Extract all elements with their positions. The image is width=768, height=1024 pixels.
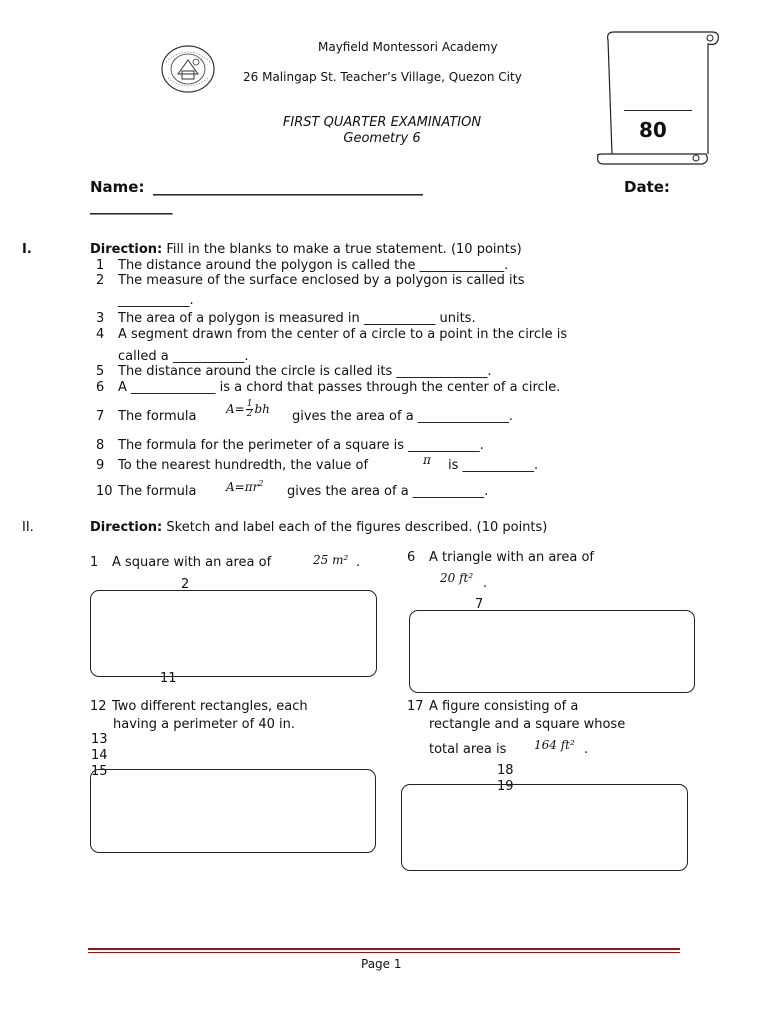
score-total: 80 xyxy=(639,118,667,142)
part1-item-9-rest: is ___________. xyxy=(448,458,539,473)
part2-q12-line2: having a perimeter of 40 in. xyxy=(113,717,295,732)
q12-marker-15: 15 xyxy=(91,764,108,779)
part1-item-6: 6 A _____________ is a chord that passes through the center of a circle. xyxy=(96,380,561,395)
q17-period: . xyxy=(584,742,589,757)
q6-marker: 7 xyxy=(475,597,484,612)
part1-item-2-cont: ___________. xyxy=(118,293,194,308)
part2-q1: 1 A square with an area of xyxy=(90,555,272,570)
part1-item-1: 1 The distance around the polygon is called the _____________. xyxy=(96,258,509,273)
part2-q17-line2: rectangle and a square whose xyxy=(429,717,626,732)
score-scroll xyxy=(594,28,722,168)
part2-direction xyxy=(90,520,547,535)
q1-area-value: 25 m² xyxy=(313,553,349,567)
part2-direction-label: Direction: xyxy=(90,520,163,535)
name-blank[interactable]: ____________________________________ xyxy=(153,178,423,196)
q6-period: . xyxy=(483,576,488,591)
name-label: Name: xyxy=(90,178,145,196)
part2-direction-text: Sketch and label each of the figures described. (10 points) xyxy=(162,520,548,535)
date-label: Date: xyxy=(624,178,670,196)
part1-item-9: 9 To the nearest hundredth, the value of xyxy=(96,458,369,473)
formula-triangle-area: A= $\frac{1}{2}$ bh xyxy=(226,399,270,419)
q17-area-value: 164 ft² xyxy=(534,738,575,752)
exam-subject: Geometry 6 xyxy=(343,131,421,146)
page-number: Page 1 xyxy=(361,957,402,971)
q12-marker-14: 14 xyxy=(91,748,108,763)
part2-q17-line3: total area is xyxy=(429,742,507,757)
exam-title: FIRST QUARTER EXAMINATION xyxy=(282,115,482,130)
pi-symbol: π xyxy=(423,453,431,467)
part2-q6: 6 A triangle with an area of xyxy=(407,550,594,565)
formula-circle-area: $A=\pi r^2$ xyxy=(226,479,264,494)
q17-sketch-box[interactable] xyxy=(401,784,688,871)
part1-item-10: 10 The formula xyxy=(96,484,197,499)
q1-period: . xyxy=(356,555,361,570)
part1-item-10-rest: gives the area of a ___________. xyxy=(287,484,489,499)
part1-item-4: 4 A segment drawn from the center of a circle to a point in the circle is xyxy=(96,327,568,342)
part1-direction-text: Fill in the blanks to make a true statement. (10 points) xyxy=(162,242,522,257)
footer-rule-top xyxy=(88,948,680,950)
q6-area-value: 20 ft² xyxy=(440,571,474,585)
part2-q12: 12 Two different rectangles, each xyxy=(90,699,308,714)
q12-marker-13: 13 xyxy=(91,732,108,747)
part1-numeral: I. xyxy=(22,242,32,257)
date-blank[interactable]: ___________ xyxy=(90,197,173,215)
footer-rule-bottom xyxy=(88,952,680,953)
part2-numeral: II. xyxy=(22,520,34,535)
part1-item-8: 8 The formula for the perimeter of a square is ___________. xyxy=(96,438,484,453)
score-blank-line xyxy=(624,110,692,111)
q1-marker-bottom: 11 xyxy=(160,671,177,686)
school-name: Mayfield Montessori Academy xyxy=(318,40,498,54)
q6-sketch-box[interactable] xyxy=(409,610,695,693)
part1-item-7: 7 The formula xyxy=(96,409,197,424)
school-seal-logo xyxy=(160,44,216,94)
part1-item-2: 2 The measure of the surface enclosed by a polygon is called its xyxy=(96,273,525,288)
part2-q17: 17 A figure consisting of a xyxy=(407,699,579,714)
school-address: 26 Malingap St. Teacher’s Village, Quezon City xyxy=(243,70,522,84)
q17-marker-19: 19 xyxy=(497,779,514,794)
part1-item-7-rest: gives the area of a ______________. xyxy=(292,409,513,424)
part1-direction-label: Direction: xyxy=(90,242,163,257)
part1-item-4-cont: called a ___________. xyxy=(118,349,249,364)
part1-direction xyxy=(90,242,522,257)
q12-sketch-box[interactable] xyxy=(90,769,376,853)
q17-marker-18: 18 xyxy=(497,763,514,778)
q1-sketch-box[interactable] xyxy=(90,590,377,677)
part1-item-5: 5 The distance around the circle is called its ______________. xyxy=(96,364,492,379)
q1-marker-top: 2 xyxy=(181,577,190,592)
part1-item-3: 3 The area of a polygon is measured in ___________ units. xyxy=(96,311,476,326)
